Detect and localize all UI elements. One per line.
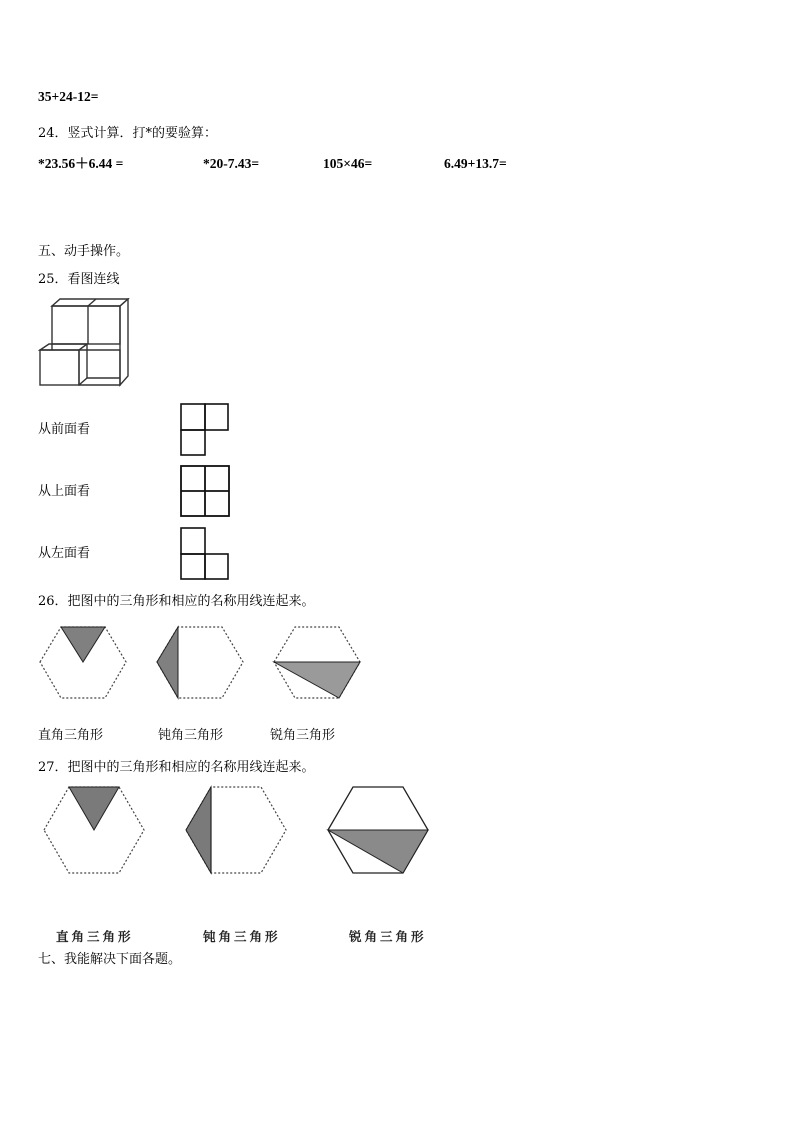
q27-label-obtuse: 钝角三角形	[203, 929, 281, 944]
view-label-front: 从前面看	[38, 422, 91, 437]
q26-label-right: 直角三角形	[38, 728, 104, 743]
q24-item-2: *20-7.43=	[203, 156, 260, 171]
q24-item-4: 6.49+13.7=	[444, 156, 507, 171]
view-shape-1	[179, 402, 231, 458]
question-26-title: 26．把图中的三角形和相应的名称用线连起来。	[38, 594, 315, 609]
q24-item-3: 105×46=	[323, 156, 373, 171]
section-7-heading: 七、我能解决下面各题。	[38, 952, 182, 967]
cube-stack-figure	[38, 298, 130, 394]
q27-hexagon-1	[42, 784, 146, 876]
view-shape-2	[179, 464, 231, 520]
q27-hexagon-3	[326, 784, 430, 876]
question-24-title: 24．竖式计算．打*的要验算：	[38, 126, 218, 141]
view-label-left: 从左面看	[38, 546, 91, 561]
section-5-heading: 五、动手操作。	[38, 244, 130, 259]
question-25-title: 25．看图连线	[38, 272, 120, 287]
q27-label-right: 直角三角形	[56, 929, 134, 944]
expression-35-24-12: 35+24-12=	[38, 89, 99, 104]
q24-item-1: *23.56＋6.44 =	[38, 156, 124, 171]
question-27-title: 27．把图中的三角形和相应的名称用线连起来。	[38, 760, 315, 775]
q26-hexagon-2	[155, 624, 247, 704]
q26-hexagon-3	[272, 624, 364, 704]
q26-hexagon-1	[38, 624, 130, 704]
q26-label-obtuse: 钝角三角形	[158, 728, 224, 743]
q26-label-acute: 锐角三角形	[270, 728, 336, 743]
view-shape-3	[179, 526, 231, 582]
view-label-top: 从上面看	[38, 484, 91, 499]
q27-hexagon-2	[184, 784, 288, 876]
q27-label-acute: 锐角三角形	[349, 929, 427, 944]
